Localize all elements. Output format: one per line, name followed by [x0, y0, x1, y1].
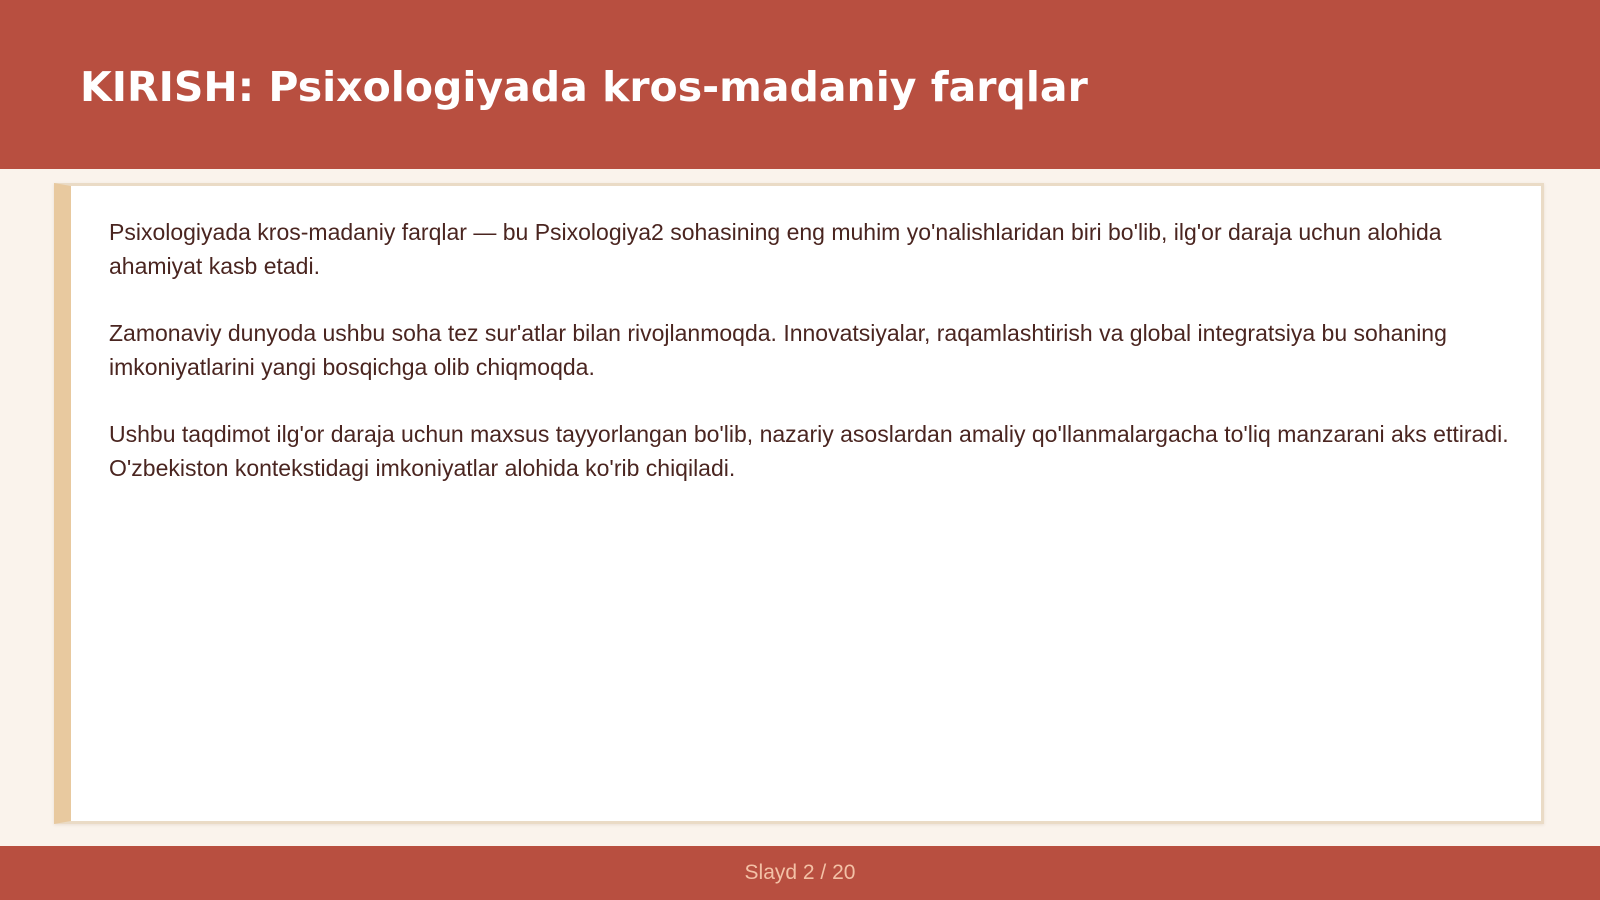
- slide-header: [0, 0, 1600, 169]
- slide-footer: [0, 846, 1600, 900]
- slide-title: KIRISH: Psixologiyada kros-madaniy farqlar: [80, 63, 1088, 111]
- content-card: [54, 183, 1544, 824]
- development-paragraph: Zamonaviy dunyoda ushbu soha tez sur'atlar bilan rivojlanmoqda. Innovatsiyalar, raqamlashtirish va global integratsiya bu sohaning imkoniyatlarini yangi bosqichga olib chiqmoqda.: [109, 320, 1447, 380]
- presentation-scope-paragraph: Ushbu taqdimot ilg'or daraja uchun maxsus tayyorlangan bo'lib, nazariy asoslardan amaliy qo'llanmalargacha to'liq manzarani aks ettiradi. O'zbekiston kontekstidagi imkoniyatlar alohida ko'rib chiqiladi.: [109, 421, 1509, 481]
- slide-number: Slayd 2 / 20: [744, 861, 856, 884]
- content-body: [109, 215, 1509, 518]
- intro-paragraph: Psixologiyada kros-madaniy farqlar — bu Psixologiya2 sohasining eng muhim yo'nalishlaridan biri bo'lib, ilg'or daraja uchun alohida ahamiyat kasb etadi.: [109, 219, 1442, 279]
